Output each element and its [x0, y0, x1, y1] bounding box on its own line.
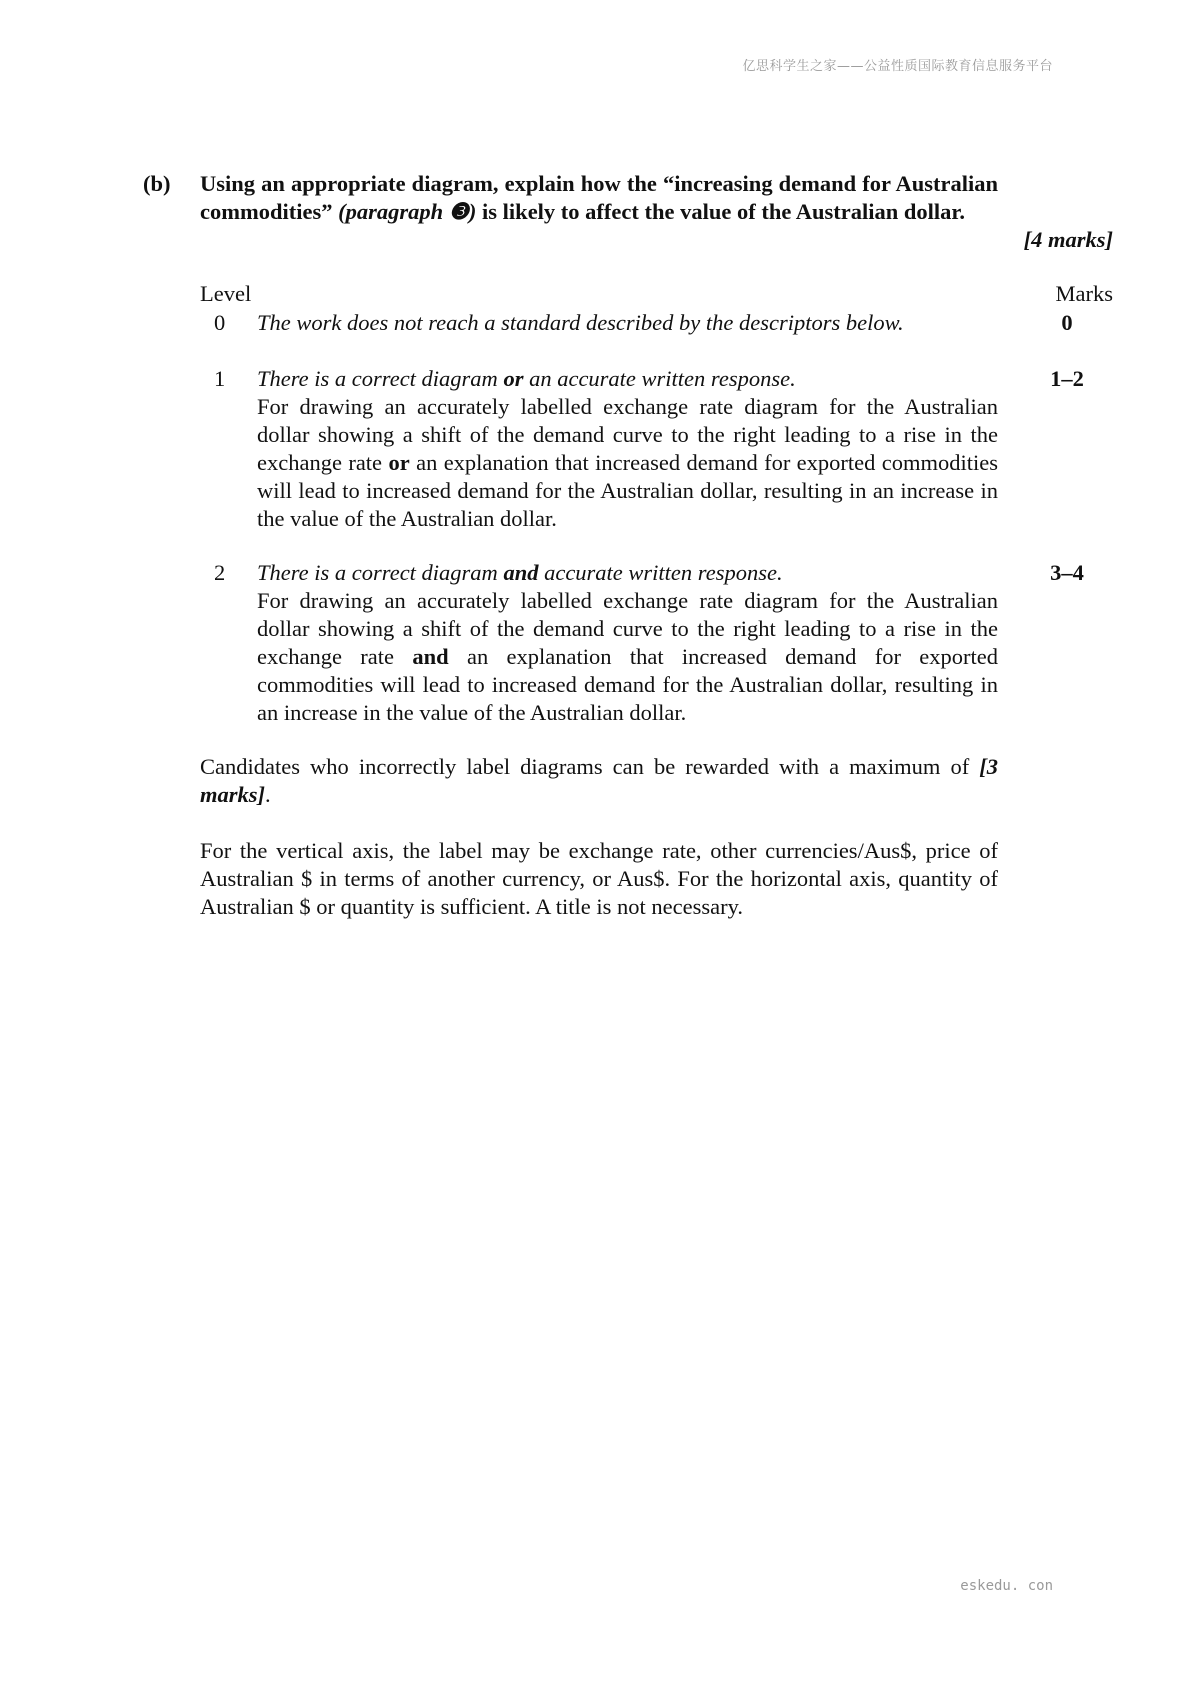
summary-text: There is a correct diagram [257, 560, 498, 585]
level-column-header: Level [200, 281, 252, 306]
question-text-part2: is likely to affect the value of the Australian dollar. [482, 199, 965, 224]
level-marks: 3–4 [1050, 560, 1084, 585]
paragraph-reference: (paragraph ❸) [338, 199, 477, 224]
header-watermark: 亿思科学生之家——公益性质国际教育信息服务平台 [742, 59, 1053, 74]
level-number: 0 [214, 310, 226, 335]
note-incorrect-labels [200, 753, 998, 809]
question-marks: [4 marks] [1023, 227, 1113, 252]
level-descriptor [257, 365, 998, 533]
level-description [257, 587, 998, 727]
level-description [257, 393, 998, 533]
note-punctuation: . [265, 782, 271, 807]
level-marks: 1–2 [1050, 366, 1084, 391]
summary-keyword: and [503, 560, 539, 585]
note-max-marks: [3 marks] [200, 754, 998, 807]
description-keyword: or [388, 450, 410, 475]
summary-keyword: or [503, 366, 524, 391]
description-text: For drawing an accurately labelled exchange rate diagram for the Australian dollar showing a shift of the demand curve to the right leading to a rise in the exchange rate [257, 394, 998, 475]
summary-text: accurate written response. [544, 560, 783, 585]
question-text [200, 170, 998, 226]
note-text: Candidates who incorrectly label diagrams can be rewarded with a maximum of [200, 754, 970, 779]
footer-watermark: eskedu. con [960, 1578, 1053, 1594]
summary-text: an accurate written response. [529, 366, 796, 391]
marks-column-header: Marks [1055, 281, 1113, 306]
level-descriptor [257, 309, 998, 337]
level-marks: 0 [1061, 310, 1073, 335]
description-text: For drawing an accurately labelled exchange rate diagram for the Australian dollar showing a shift of the demand curve to the right leading to a rise in the exchange rate [257, 588, 998, 669]
level-summary [257, 559, 998, 587]
level-descriptor [257, 559, 998, 727]
description-text: an explanation that increased demand for exported commodities will lead to increased demand for the Australian dollar, resulting in an increase in the value of the Australian dollar. [257, 450, 999, 531]
note-axis-labels: For the vertical axis, the label may be exchange rate, other currencies/Aus$, price of Australian $ in terms of another currency, or Aus$. For the horizontal axis, quantity of Australian $ or quantity is sufficient. A title is not necessary. [200, 838, 998, 919]
level-summary [257, 365, 998, 393]
question-text-part1: Using an appropriate diagram, explain how the “increasing demand for Australian commodities” [200, 171, 998, 224]
level-summary: The work does not reach a standard described by the descriptors below. [257, 310, 904, 335]
description-keyword: and [412, 644, 449, 669]
summary-text: There is a correct diagram [257, 366, 498, 391]
level-number: 2 [214, 560, 226, 585]
level-number: 1 [214, 366, 226, 391]
question-label: (b) [143, 171, 171, 196]
description-text: an explanation that increased demand for exported commodities will lead to increased demand for the Australian dollar, resulting in an increase in the value of the Australian dollar. [257, 644, 999, 725]
